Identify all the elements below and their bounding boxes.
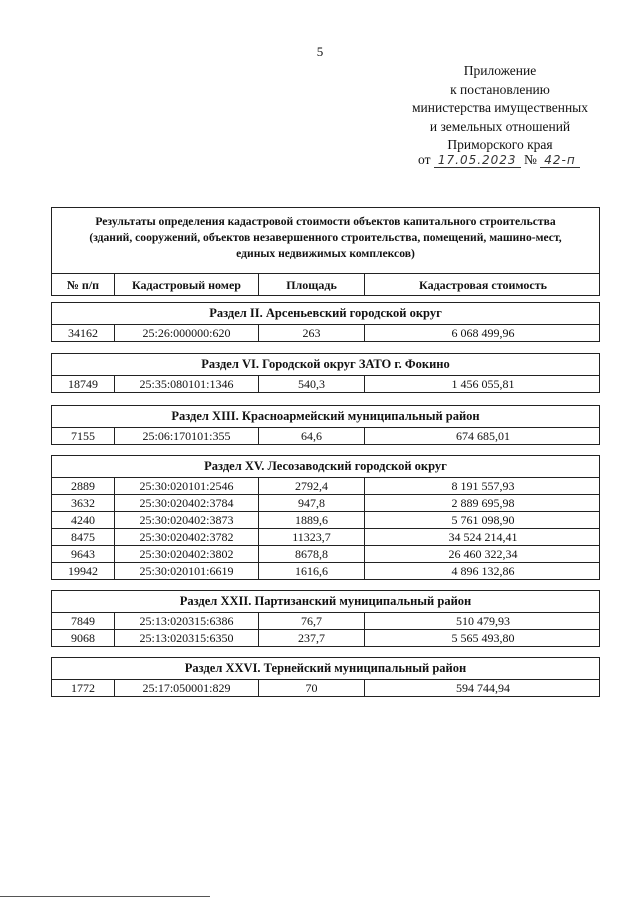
row-area: 1889,6	[258, 512, 364, 528]
row-cadastral-value: 2 889 695,98	[364, 495, 601, 511]
section-title: Раздел II. Арсеньевский городской округ	[52, 303, 599, 325]
row-area: 1616,6	[258, 563, 364, 579]
row-cadastral-value: 34 524 214,41	[364, 529, 601, 545]
row-cadastral-value: 6 068 499,96	[364, 325, 601, 341]
row-cadastral-number: 25:17:050001:829	[114, 680, 258, 696]
section-table	[51, 302, 600, 342]
row-cadastral-number: 25:06:170101:355	[114, 428, 258, 444]
row-index: 9643	[71, 547, 95, 561]
row-cadastral-value: 674 685,01	[364, 428, 601, 444]
row-cadastral-number: 25:13:020315:6386	[114, 613, 258, 629]
title-line: Результаты определения кадастровой стоимости объектов капитального строительства	[95, 215, 556, 228]
handwritten-number: 42-п	[540, 153, 579, 168]
appendix-header	[380, 62, 620, 155]
table-row	[52, 545, 599, 562]
row-cadastral-number: 25:13:020315:6350	[114, 630, 258, 646]
row-cadastral-number: 25:30:020402:3782	[114, 529, 258, 545]
row-index: 9068	[71, 631, 95, 645]
row-index: 2889	[71, 479, 95, 493]
row-cadastral-value: 8 191 557,93	[364, 478, 601, 494]
row-area: 76,7	[258, 613, 364, 629]
row-cadastral-number: 25:30:020101:6619	[114, 563, 258, 579]
row-area: 237,7	[258, 630, 364, 646]
section-table	[51, 455, 600, 580]
column-header-area: Площадь	[258, 274, 364, 296]
row-area: 8678,8	[258, 546, 364, 562]
section-title: Раздел XXII. Партизанский муниципальный район	[52, 591, 599, 613]
table-row	[52, 428, 599, 444]
table-row	[52, 494, 599, 511]
table-row	[52, 478, 599, 494]
row-cadastral-value: 5 761 098,90	[364, 512, 601, 528]
row-cadastral-value: 594 744,94	[364, 680, 601, 696]
date-prefix: от	[418, 152, 431, 167]
row-index: 19942	[68, 564, 98, 578]
section-table	[51, 590, 600, 647]
row-index: 7849	[71, 614, 95, 628]
header-line: Приложение	[463, 63, 537, 78]
column-header-cadastral-value: Кадастровая стоимость	[364, 274, 601, 296]
section-table	[51, 353, 600, 393]
row-index: 34162	[68, 326, 98, 340]
table-row	[52, 376, 599, 392]
row-cadastral-number: 25:30:020402:3802	[114, 546, 258, 562]
page-number: 5	[316, 44, 324, 59]
row-area: 947,8	[258, 495, 364, 511]
section-title: Раздел XIII. Красноармейский муниципальный район	[52, 406, 599, 428]
section-title: Раздел VI. Городской округ ЗАТО г. Фокино	[52, 354, 599, 376]
row-area: 263	[258, 325, 364, 341]
column-header-index: № п/п	[66, 278, 100, 292]
table-row	[52, 325, 599, 341]
row-index: 4240	[71, 513, 95, 527]
section-table	[51, 657, 600, 697]
row-cadastral-number: 25:30:020402:3873	[114, 512, 258, 528]
section-table	[51, 405, 600, 445]
table-row	[52, 528, 599, 545]
row-cadastral-number: 25:26:000000:620	[114, 325, 258, 341]
row-cadastral-value: 510 479,93	[364, 613, 601, 629]
row-area: 70	[258, 680, 364, 696]
row-area: 540,3	[258, 376, 364, 392]
resolution-date-line	[418, 152, 580, 168]
row-area: 64,6	[258, 428, 364, 444]
row-cadastral-value: 26 460 322,34	[364, 546, 601, 562]
row-cadastral-value: 1 456 055,81	[364, 376, 601, 392]
header-line: к постановлению	[450, 81, 550, 97]
table-row	[52, 562, 599, 579]
column-header-cadastral-number: Кадастровый номер	[114, 274, 258, 296]
table-row	[52, 629, 599, 646]
row-cadastral-number: 25:30:020101:2546	[114, 478, 258, 494]
row-cadastral-number: 25:35:080101:1346	[114, 376, 258, 392]
number-sign: №	[523, 152, 537, 167]
row-index: 18749	[68, 377, 98, 391]
row-cadastral-value: 4 896 132,86	[364, 563, 601, 579]
handwritten-date: 17.05.2023	[434, 153, 521, 168]
row-index: 1772	[71, 681, 95, 695]
column-header-row	[52, 273, 599, 296]
row-index: 8475	[71, 530, 95, 544]
table-row	[52, 680, 599, 696]
row-index: 7155	[71, 429, 95, 443]
table-title-box	[51, 207, 600, 296]
header-line: министерства имущественных	[412, 100, 588, 115]
title-line: единых недвижимых комплексов)	[236, 247, 415, 260]
header-line: и земельных отношений	[429, 118, 571, 134]
footer-divider	[0, 896, 210, 897]
table-title	[52, 214, 599, 262]
section-title: Раздел XXVI. Тернейский муниципальный район	[52, 658, 599, 680]
row-cadastral-number: 25:30:020402:3784	[114, 495, 258, 511]
table-row	[52, 613, 599, 629]
row-index: 3632	[71, 496, 95, 510]
row-cadastral-value: 5 565 493,80	[364, 630, 601, 646]
section-title: Раздел XV. Лесозаводский городской округ	[52, 456, 599, 478]
title-line: (зданий, сооружений, объектов незавершенного строительства, помещений, машино-мест,	[89, 231, 562, 244]
row-area: 11323,7	[258, 529, 364, 545]
row-area: 2792,4	[258, 478, 364, 494]
header-line: Приморского края	[447, 137, 553, 152]
table-row	[52, 511, 599, 528]
